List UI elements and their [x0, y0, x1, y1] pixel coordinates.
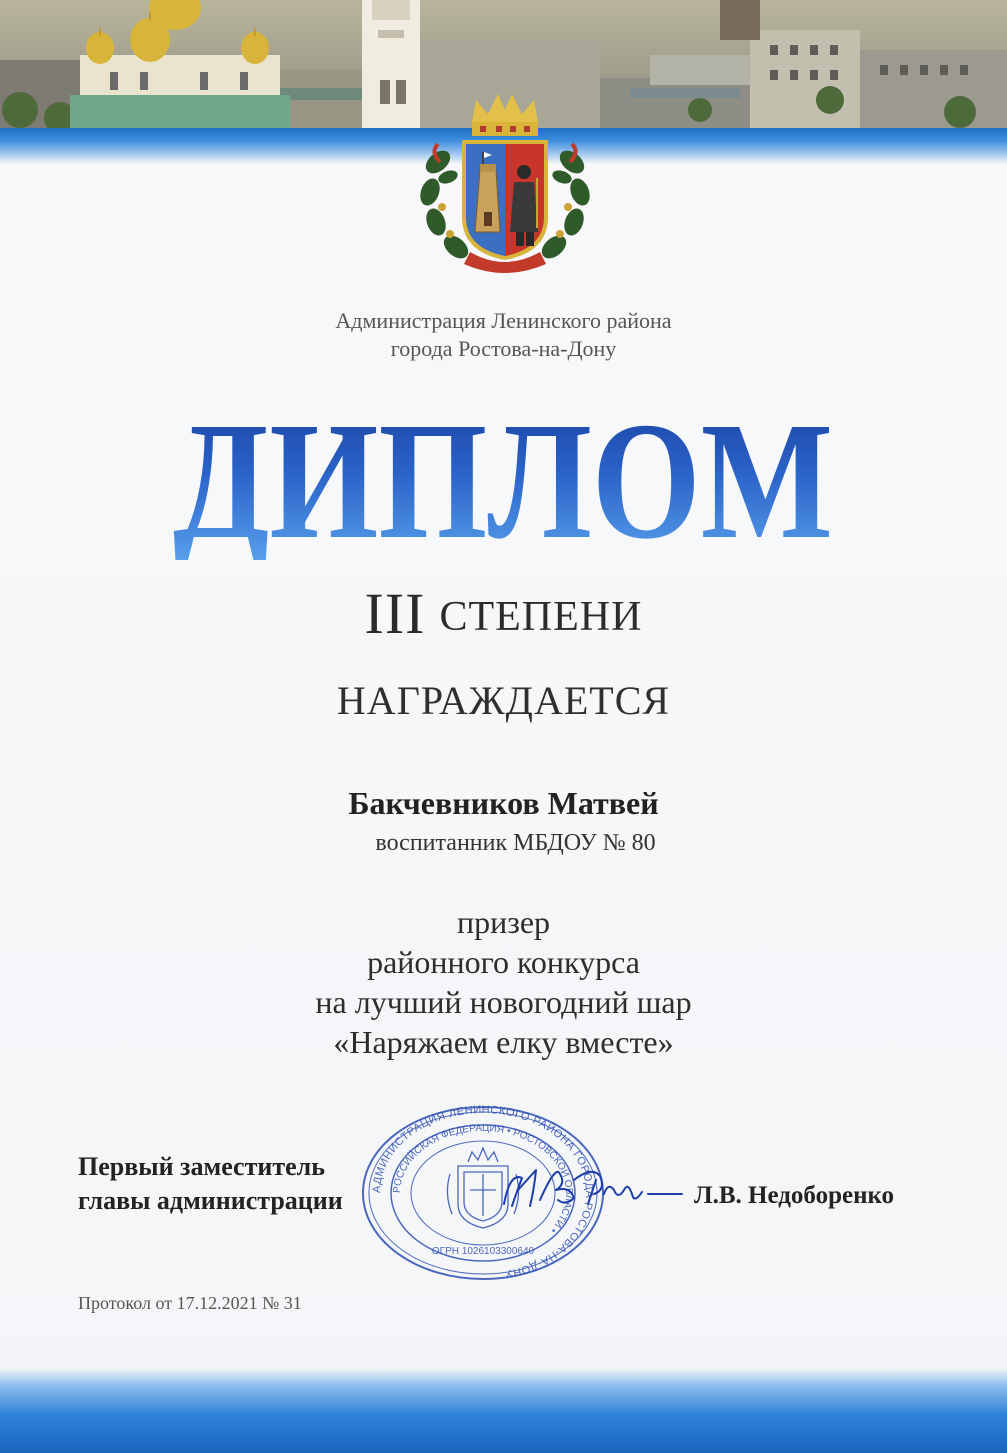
stamp-ogrn: ОГРН 1026103300640 [431, 1246, 535, 1257]
administration-name-line1: Администрация Ленинского района [335, 308, 672, 333]
signatory-name: Л.В. Недоборенко [694, 1182, 895, 1209]
handwritten-signature [496, 1160, 686, 1220]
signatory-title [78, 1150, 343, 1218]
description-line4: «Наряжаем елку вместе» [333, 1024, 674, 1060]
recipient-name: Бакчевников Матвей [348, 785, 659, 821]
award-description [0, 902, 1007, 1062]
description-line3: на лучший новогодний шар [315, 984, 692, 1020]
stamp-inner-text: РОССИЙСКАЯ ФЕДЕРАЦИЯ • РОСТОВСКОЙ ОБЛАСТИ • [391, 1122, 575, 1236]
rostov-coat-of-arms-emblem [410, 92, 600, 278]
description-line2: районного конкурса [367, 944, 640, 980]
protocol-reference: Протокол от 17.12.2021 № 31 [78, 1293, 302, 1313]
signatory-title-line1: Первый заместитель [78, 1152, 325, 1181]
description-line1: призер [456, 904, 551, 940]
awarded-label: НАГРАЖДАЕТСЯ [336, 678, 671, 723]
degree-roman-numeral: III [364, 581, 426, 646]
recipient-role: воспитанник МБДОУ № 80 [375, 830, 656, 856]
diploma-title [0, 400, 1007, 560]
administration-name-line2: города Ростова-на-Дону [390, 336, 617, 361]
degree-line [0, 580, 1007, 647]
bottom-blue-stripe [0, 1368, 1007, 1453]
diploma-title-text: ДИПЛОМ [173, 400, 833, 560]
degree-label: СТЕПЕНИ [439, 594, 643, 640]
signatory-title-line2: главы администрации [78, 1186, 343, 1215]
stamp-outer-text: АДМИНИСТРАЦИЯ ЛЕНИНСКОГО РАЙОНА ГОРОДА РОСТОВА-НА-ДОНУ [370, 1104, 596, 1281]
